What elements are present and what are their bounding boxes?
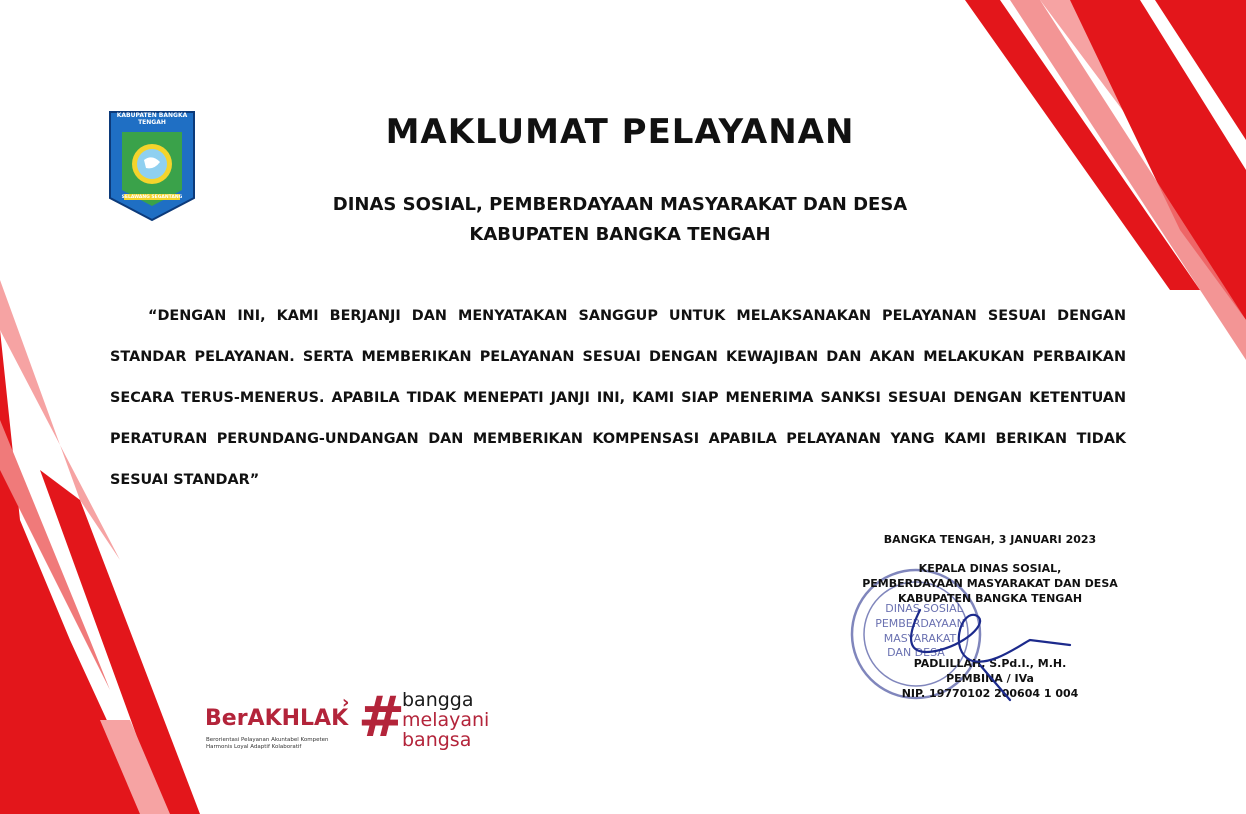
tag-line2: melayani — [402, 709, 490, 731]
berakhlak-logo: BerAKHLAK — [205, 706, 349, 731]
agency-name — [270, 190, 970, 250]
signer-nip: NIP. 19770102 200604 1 004 — [901, 687, 1079, 700]
stamp-line2: PEMBERDAYAAN — [875, 617, 965, 630]
hashtag-icon: # — [358, 685, 405, 750]
berakhlak-tagline-line2: Harmonis Loyal Adaptif Kolaboratif — [206, 744, 302, 750]
berakhlak-tagline-line1: Berorientasi Pelayanan Akuntabel Kompeten — [206, 737, 329, 743]
page-title: MAKLUMAT PELAYANAN — [385, 112, 855, 152]
stamp-line4: DAN DESA — [887, 646, 945, 659]
tag-line3: bangsa — [402, 729, 472, 751]
position-line3: KABUPATEN BANGKA TENGAH — [897, 592, 1083, 605]
chevron-right-icon: › — [342, 692, 350, 713]
stamp-line3: MASYARAKAT — [883, 632, 957, 645]
regency-emblem-icon — [108, 110, 196, 222]
signer-rank: PEMBINA / IVa — [946, 672, 1034, 685]
service-statement: “DENGAN INI, KAMI BERJANJI DAN MENYATAKAN SANGGUP UNTUK MELAKSANAKAN PELAYANAN SESUAI DENGAN STANDAR PELAYANAN. SERTA MEMBERIKAN PELAYANAN SESUAI DENGAN KEWAJIBAN DAN AKAN MELAKUKAN PERBAIKAN SECARA TERUS-MENERUS. APABILA TIDAK MENEPATI JANJI INI, KAMI SIAP MENERIMA SANKSI SESUAI DENGAN KETENTUAN PERATURAN PERUNDANG-UNDANGAN DAN MEMBERIKAN KOMPENSASI APABILA PELAYANAN YANG KAMI BERIKAN TIDAK SESUAI STANDAR” — [110, 308, 1126, 488]
stamp-line1: DINAS SOSIAL — [885, 602, 963, 615]
position-line2: PEMBERDAYAAN MASYARAKAT DAN DESA — [862, 577, 1118, 590]
agency-name-line1: DINAS SOSIAL, PEMBERDAYAAN MASYARAKAT DAN DESA — [332, 194, 908, 215]
position-line1: KEPALA DINAS SOSIAL, — [918, 562, 1062, 575]
emblem-top-text: KABUPATEN BANGKA TENGAH — [116, 112, 188, 126]
tag-line1: bangga — [402, 689, 474, 711]
bangga-melayani-bangsa — [402, 690, 489, 750]
place-date: BANGKA TENGAH, 3 JANUARI 2023 — [883, 533, 1097, 546]
emblem-motto: SELAWANG SEGANTANG — [121, 195, 183, 200]
agency-name-line2: KABUPATEN BANGKA TENGAH — [469, 224, 771, 245]
signer-name: PADLILLAH, S.Pd.I., M.H. — [913, 657, 1067, 670]
berakhlak-tagline — [206, 737, 366, 751]
handwritten-signature-icon — [880, 590, 1080, 710]
